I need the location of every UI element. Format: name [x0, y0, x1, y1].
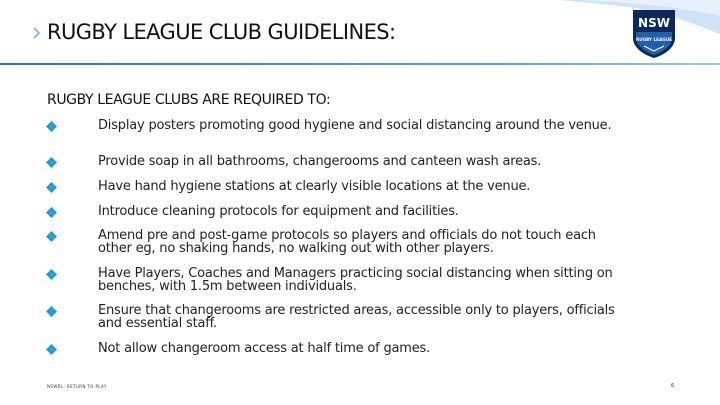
- nsw-rugby-league-logo: [630, 8, 678, 60]
- bullet-text: Display posters promoting good hygiene and social distancing around the venue.: [98, 118, 612, 133]
- title-divider: [0, 63, 720, 65]
- diamond-bullet-icon: [46, 231, 57, 242]
- diamond-bullet-icon: [46, 207, 57, 218]
- bullet-text: Not allow changeroom access at half time of games.: [98, 341, 431, 356]
- footer-text: NSWRL: RETURN TO PLAY: [47, 384, 107, 389]
- logo-bottom-text: RUGBY LEAGUE: [636, 37, 672, 42]
- bullet-text: Amend pre and post-game protocols so players and officials do not touch each other eg, no shaking hands, no walking out with other players.: [98, 228, 596, 256]
- diamond-bullet-icon: [46, 344, 57, 355]
- bullet-text: Have Players, Coaches and Managers practicing social distancing when sitting on benches, with 1.5m between individuals.: [98, 266, 613, 294]
- section-subtitle: RUGBY LEAGUE CLUBS ARE REQUIRED TO:: [47, 92, 331, 108]
- bullet-text: Have hand hygiene stations at clearly visible locations at the venue.: [98, 179, 531, 194]
- chevron-right-icon: [33, 27, 41, 39]
- bullet-text: Ensure that changerooms are restricted areas, accessible only to players, officials and essential staff.: [98, 303, 615, 331]
- page-number: 6: [671, 383, 675, 389]
- diamond-bullet-icon: [46, 157, 57, 168]
- page-title: RUGBY LEAGUE CLUB GUIDELINES:: [47, 20, 396, 44]
- bullet-text: Provide soap in all bathrooms, changerooms and canteen wash areas.: [98, 154, 542, 169]
- diamond-bullet-icon: [46, 182, 57, 193]
- logo-top-text: NSW: [638, 16, 670, 30]
- diamond-bullet-icon: [46, 121, 57, 132]
- bullet-text: Introduce cleaning protocols for equipment and facilities.: [98, 204, 459, 219]
- diamond-bullet-icon: [46, 306, 57, 317]
- diamond-bullet-icon: [46, 269, 57, 280]
